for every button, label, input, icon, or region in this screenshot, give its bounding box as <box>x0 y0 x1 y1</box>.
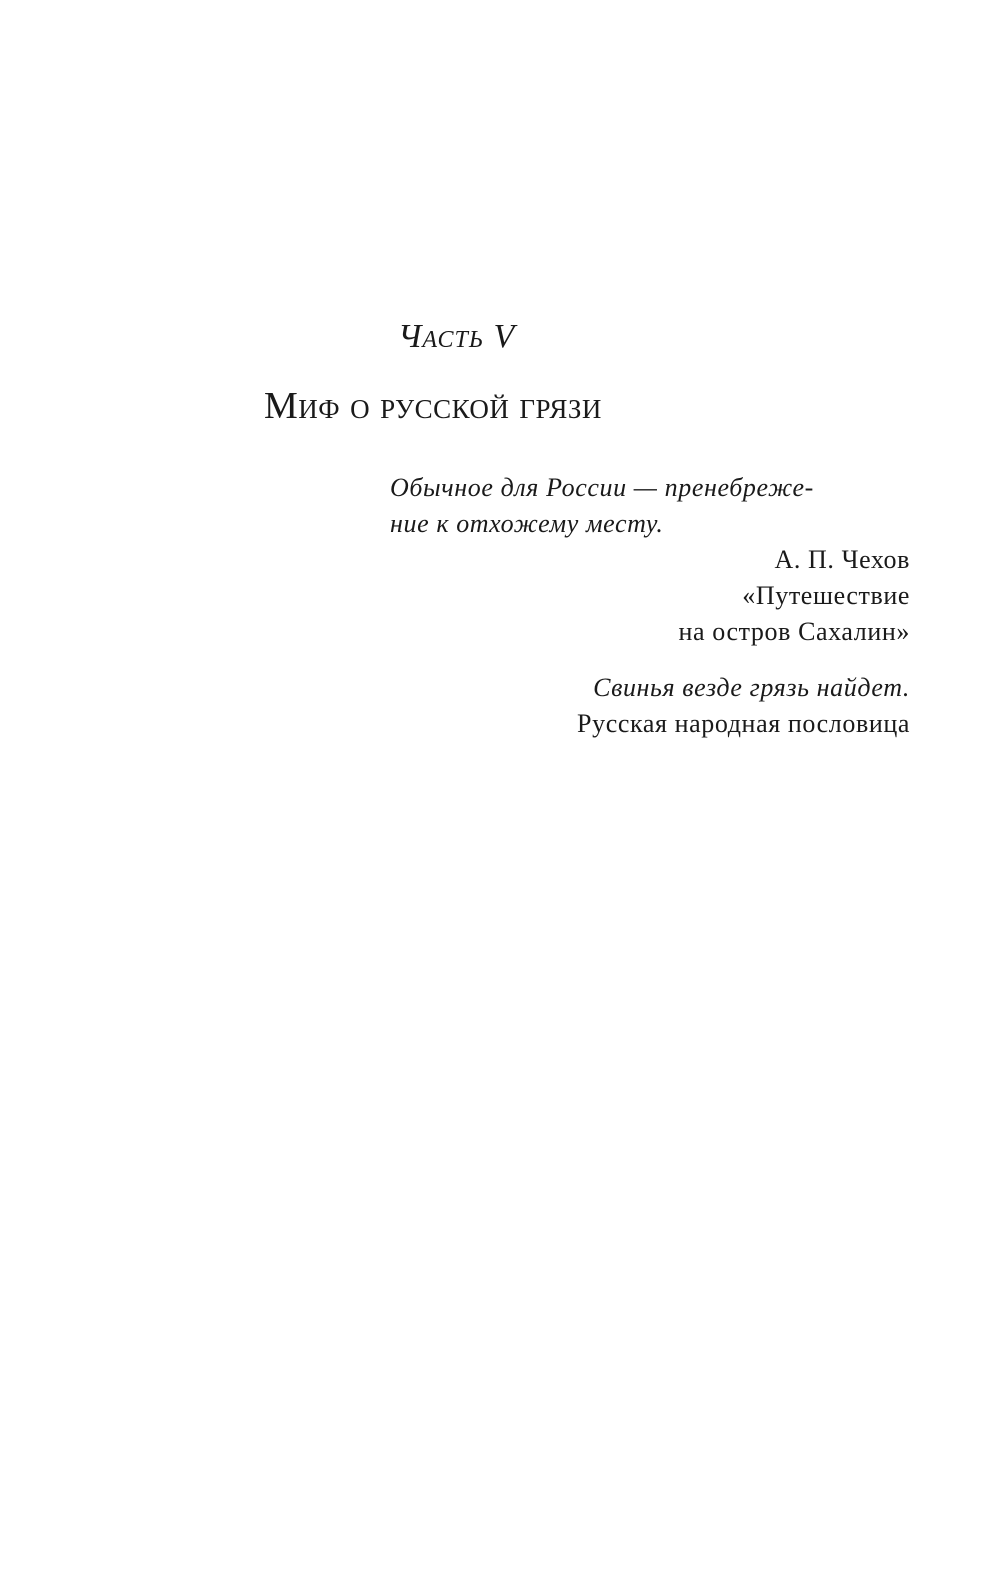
part-label: Часть V <box>398 318 516 355</box>
epigraph-quote: Свинья везде грязь найдет. <box>593 673 910 702</box>
epigraph-chekhov <box>390 470 910 650</box>
epigraph-source: Русская народная пословица <box>577 709 910 738</box>
epigraph-work-line-2: на остров Сахалин» <box>678 617 910 646</box>
epigraph-proverb <box>410 670 910 742</box>
epigraph-author: А. П. Чехов <box>774 545 910 574</box>
epigraph-quote: Обычное для России — пренебреже- ние к отхожему месту. <box>390 473 814 538</box>
part-title: Миф о русской грязи <box>264 385 602 427</box>
epigraph-work-line-1: «Путешествие <box>742 581 910 610</box>
